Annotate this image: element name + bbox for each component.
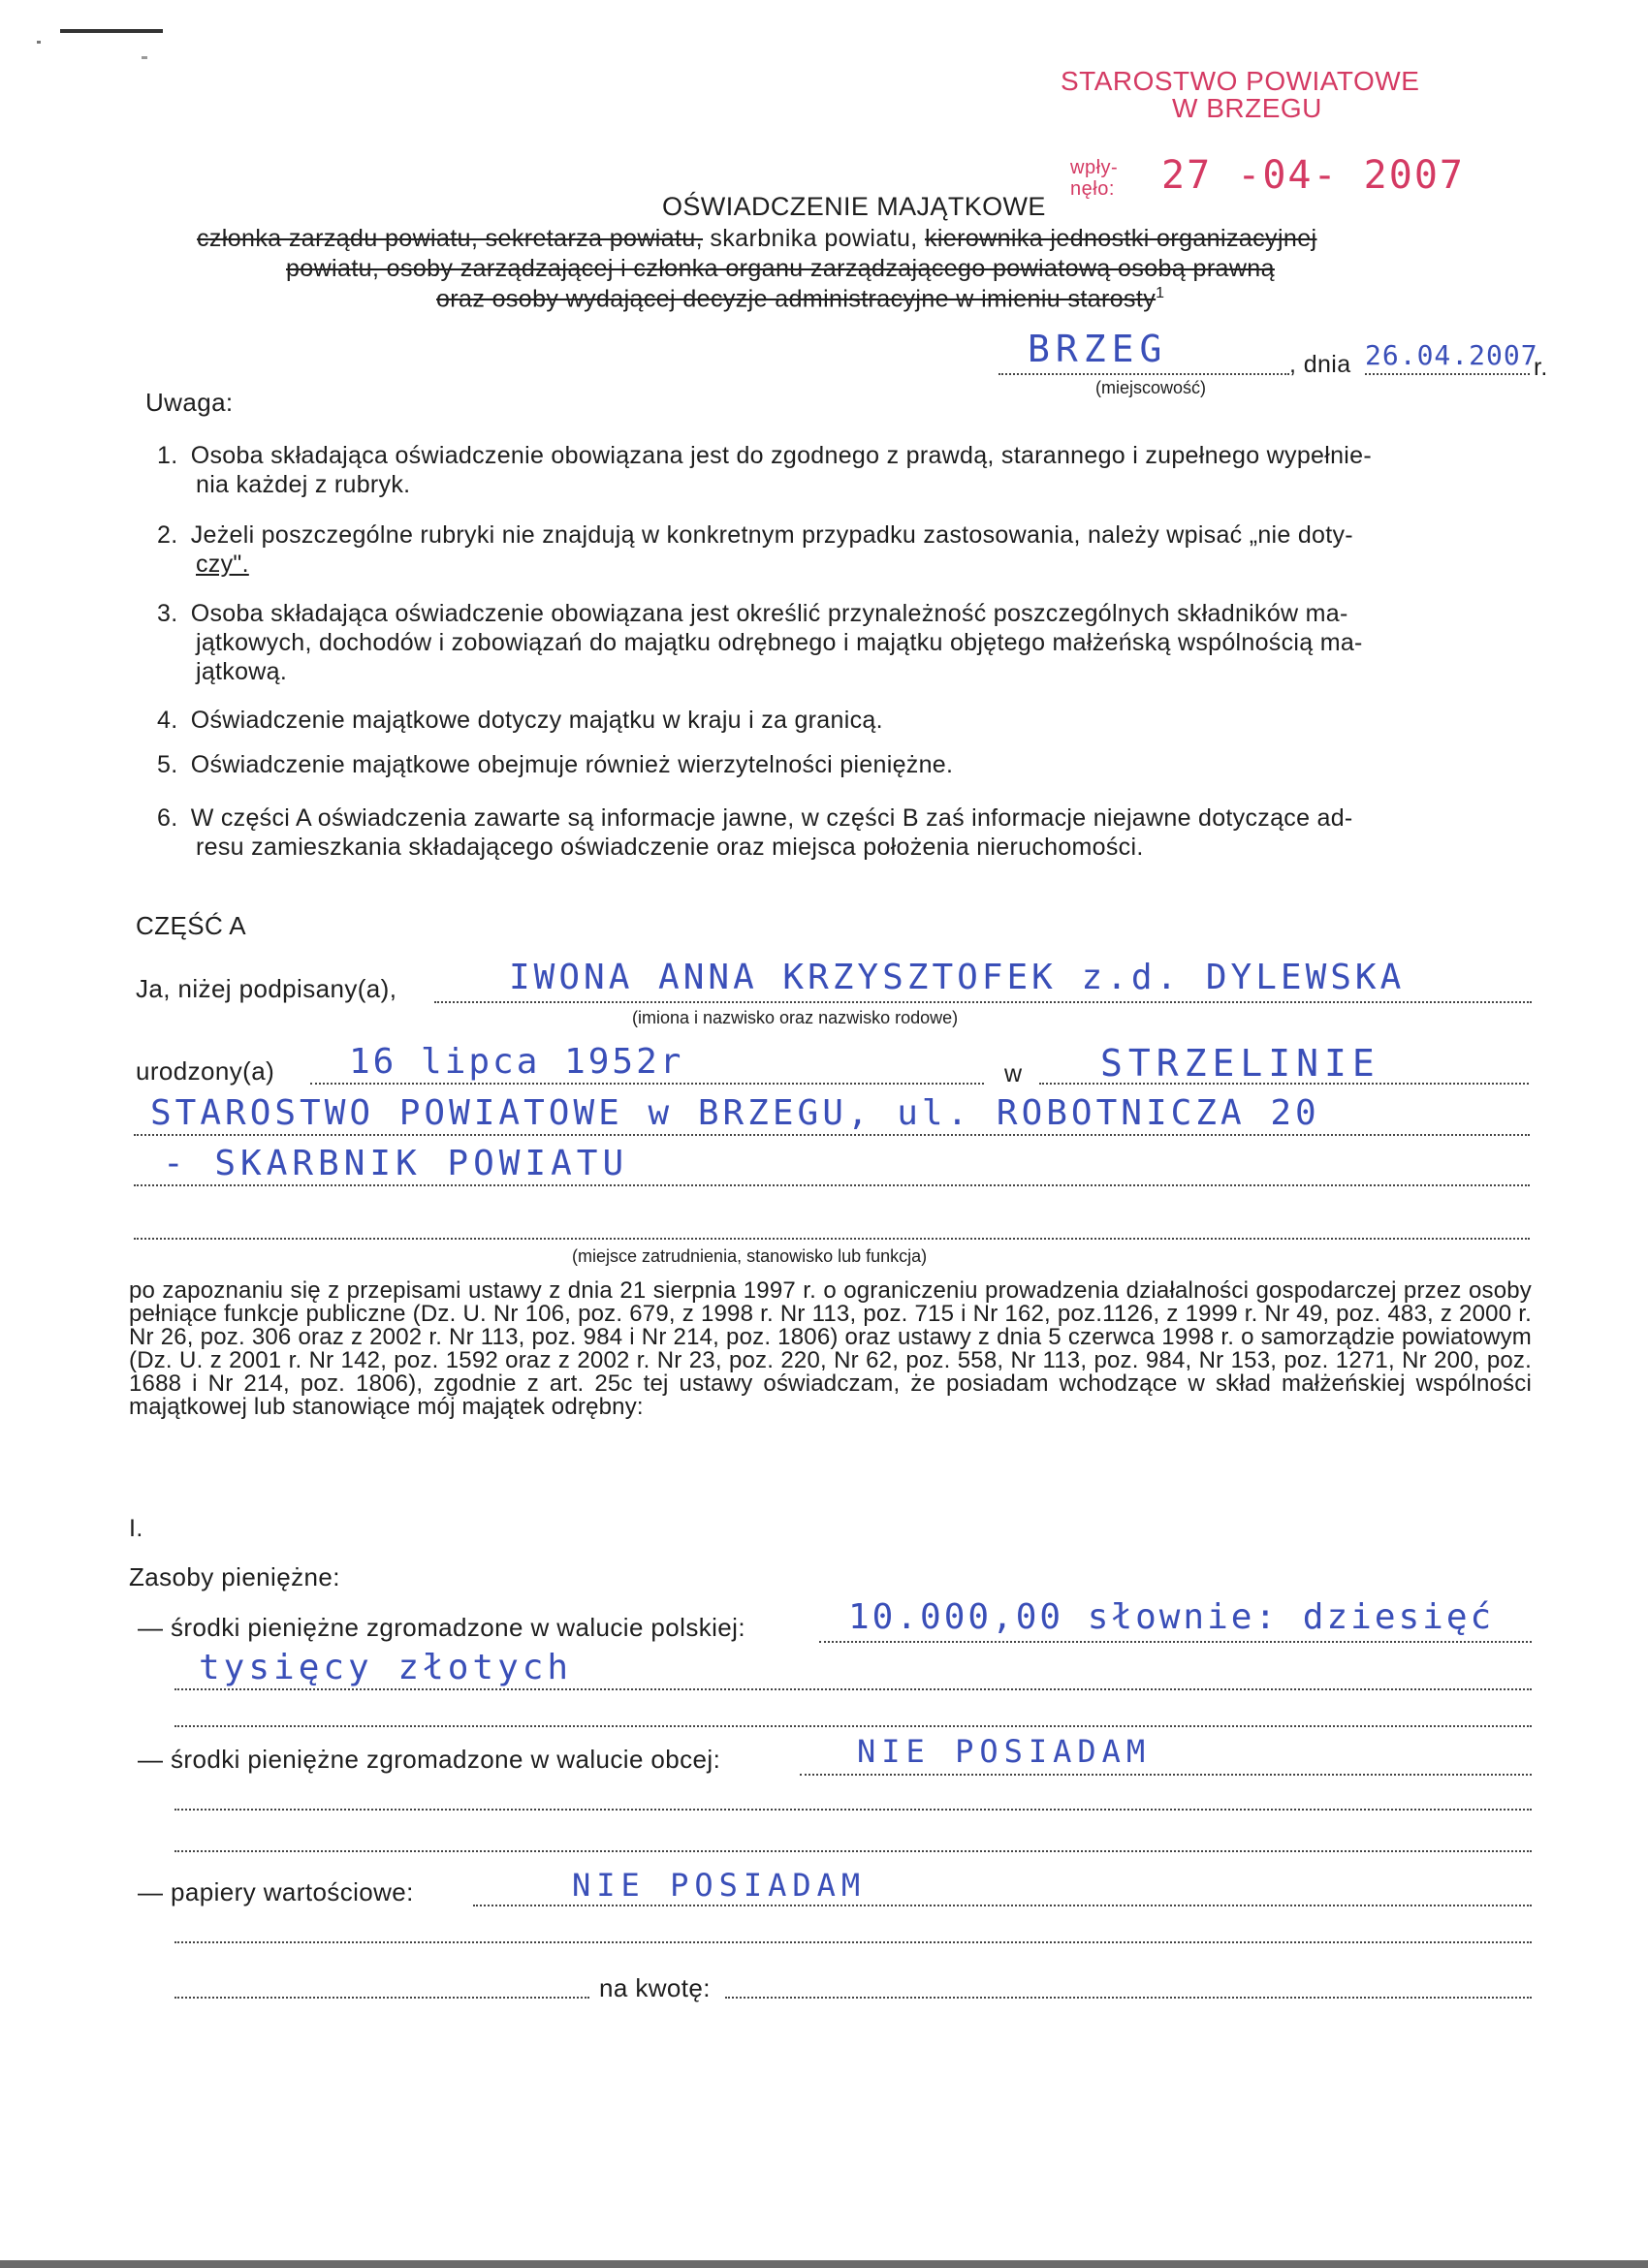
scan-speck	[142, 56, 147, 59]
header-struck-text: kierownika jednostki organizacyjnej	[924, 225, 1317, 252]
item-text: Oświadczenie majątkowe obejmuje również wierzytelności pieniężne.	[190, 751, 954, 778]
born-label: urodzony(a)	[136, 1056, 275, 1086]
header-line2	[286, 255, 1275, 283]
place-dotted-line	[998, 373, 1289, 375]
employment-dotted-line	[134, 1238, 1530, 1240]
header-line1	[197, 225, 1316, 253]
scan-bottom-edge	[0, 2260, 1648, 2268]
stamp-received-label: nęło:	[1070, 178, 1115, 200]
signed-dotted-line	[434, 1001, 1532, 1003]
securities-value: NIE POSIADAM	[572, 1867, 867, 1904]
header-struck-text: członka zarządu powiatu, sekretarza powiatu,	[197, 225, 704, 252]
item-text-cont: resu zamieszkania składającego oświadczenie oraz miejsca położenia nieruchomości.	[196, 834, 1144, 861]
born-in-dotted-line	[1039, 1083, 1529, 1085]
item-text-cont: nia każdej z rubryk.	[196, 471, 411, 498]
item-number: 3.	[157, 600, 178, 627]
document-title: OŚWIADCZENIE MAJĄTKOWE	[662, 192, 1046, 221]
uwaga-label: Uwaga:	[145, 388, 234, 417]
date-dotted-line	[1365, 373, 1530, 375]
header-kept-text: skarbnika powiatu,	[703, 225, 925, 252]
uwaga-item-1	[157, 441, 1372, 499]
employment-dotted-line	[134, 1134, 1530, 1136]
stamp-received-date: 27 -04- 2007	[1161, 153, 1465, 198]
item-number: 5.	[157, 751, 178, 778]
employment-caption: (miejsce zatrudnienia, stanowisko lub funkcja)	[572, 1246, 928, 1266]
born-dotted-line	[310, 1083, 984, 1085]
section-numeral: I.	[129, 1515, 143, 1542]
amount-label: na kwotę:	[599, 1973, 711, 2002]
item-text: W części A oświadczenia zawarte są informacje jawne, w części B zaś informacje niejawne dotyczące ad-	[190, 804, 1353, 832]
pln-dotted-line	[174, 1725, 1532, 1727]
stamp-office-line1: STAROSTWO POWIATOWE	[1061, 66, 1420, 96]
header-line3	[436, 285, 1164, 313]
item-text: Jeżeli poszczególne rubryki nie znajdują w konkretnym przypadku zastosowania, należy wpisać „nie doty-	[190, 521, 1353, 549]
date-value: 26.04.2007	[1365, 339, 1538, 371]
footnote-mark: 1	[1156, 285, 1165, 301]
item-number: 1.	[157, 442, 178, 469]
scan-speck	[37, 41, 41, 44]
uwaga-item-5	[157, 750, 953, 779]
item-number: 2.	[157, 521, 178, 549]
item-text-cont: jątkową.	[196, 658, 288, 685]
amount-dotted-line	[725, 1997, 1532, 1999]
legal-text: po zapoznaniu się z przepisami ustawy z dnia 21 sierpnia 1997 r. o ograniczeniu prowadzenia działalności gospodarczej przez osoby pełniące funkcje publiczne (Dz. U. Nr 106, poz. 679, z 1998 r. Nr 113, poz. 715 i Nr 162, poz.1126, z 1999 r. Nr 49, poz. 483, z 2000 r. Nr 26, poz. 306 oraz z 2002 r. Nr 113, poz. 984 i Nr 214, poz. 1806) oraz ustawy z dnia 5 czerwca 1998 r. o samorządzie powiatowym (Dz. U. z 2001 r. Nr 142, poz. 1592 oraz z 2002 r. Nr 23, poz. 220, Nr 62, poz. 558, Nr 113, poz. 984, Nr 153, poz. 1271, Nr 200, poz. 1688 i Nr 214, poz. 1806), zgodnie z art. 25c tej ustawy oświadczam, że posiadam wchodzące w skład małżeńskiej wspólności majątkowej lub stanowiące mój majątek odrębny:	[129, 1277, 1532, 1420]
item-text: Osoba składająca oświadczenie obowiązana jest określić przynależność poszczególnych składników ma-	[190, 600, 1348, 627]
pln-dotted-line	[819, 1641, 1532, 1643]
foreign-value: NIE POSIADAM	[857, 1733, 1152, 1770]
born-in-value: STRZELINIE	[1100, 1042, 1380, 1085]
stamp-received-label: wpły-	[1070, 157, 1119, 178]
item-text: Oświadczenie majątkowe dotyczy majątku w kraju i za granicą.	[190, 707, 883, 734]
uwaga-item-3	[157, 599, 1363, 686]
header-struck-text: oraz osoby wydającej decyzje administracyjne w imieniu starosty	[436, 285, 1157, 313]
employment-dotted-line	[134, 1184, 1530, 1186]
employment-line2: - SKARBNIK POWIATU	[163, 1144, 629, 1183]
place-value: BRZEG	[1028, 328, 1168, 370]
item-text-cont: jątkowych, dochodów i zobowiązań do majątku odrębnego i majątku objętego małżeńską wspólnością ma-	[196, 629, 1363, 656]
item-text: Osoba składająca oświadczenie obowiązana jest do zgodnego z prawdą, starannego i zupełnego wypełnie-	[190, 442, 1372, 469]
securities-label: — papiery wartościowe:	[138, 1877, 414, 1906]
uwaga-item-6	[157, 803, 1353, 862]
pln-label: — środki pieniężne zgromadzone w walucie polskiej:	[138, 1613, 745, 1642]
uwaga-item-4	[157, 706, 883, 735]
header-struck-text: powiatu, osoby zarządzającej i członka organu zarządzającego powiatową osobą prawną	[286, 255, 1275, 282]
employment-line1: STAROSTWO POWIATOWE w BRZEGU, ul. ROBOTNICZA 20	[150, 1093, 1320, 1133]
stamp-office-line2: W BRZEGU	[1172, 93, 1322, 123]
born-value: 16 lipca 1952r	[349, 1042, 684, 1082]
uwaga-item-2	[157, 520, 1353, 579]
scan-mark	[60, 29, 163, 33]
foreign-label: — środki pieniężne zgromadzone w walucie obcej:	[138, 1745, 721, 1774]
item-text-cont: czy".	[196, 551, 249, 578]
item-number: 6.	[157, 804, 178, 832]
pln-value-2: tysięcy złotych	[199, 1648, 573, 1687]
item-number: 4.	[157, 707, 178, 734]
section-heading: Zasoby pieniężne:	[129, 1562, 340, 1591]
foreign-dotted-line	[174, 1850, 1532, 1852]
date-suffix: r.	[1534, 354, 1548, 381]
place-caption: (miejscowość)	[1095, 378, 1207, 397]
born-in-label: w	[1004, 1060, 1023, 1087]
foreign-dotted-line	[800, 1774, 1532, 1776]
securities-dotted-line	[473, 1905, 1532, 1906]
pln-value: 10.000,00 słownie: dziesięć	[848, 1597, 1495, 1637]
signed-label: Ja, niżej podpisany(a),	[136, 974, 397, 1003]
part-a-title: CZĘŚĆ A	[136, 911, 247, 940]
signed-value: IWONA ANNA KRZYSZTOFEK z.d. DYLEWSKA	[509, 958, 1406, 997]
signed-caption: (imiona i nazwisko oraz nazwisko rodowe)	[632, 1008, 959, 1027]
securities-dotted-line	[174, 1941, 1532, 1943]
foreign-dotted-line	[174, 1809, 1532, 1811]
amount-dotted-line	[174, 1997, 589, 1999]
pln-dotted-line	[174, 1688, 1532, 1690]
date-prefix: , dnia	[1289, 351, 1351, 378]
